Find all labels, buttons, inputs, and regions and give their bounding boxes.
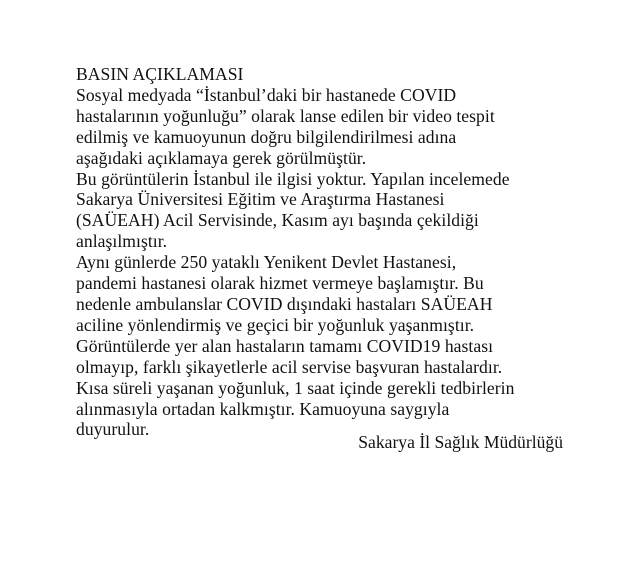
- text-line: Sosyal medyada “İstanbul’daki bir hastanede COVID: [76, 84, 457, 105]
- text-line: Kısa süreli yaşanan yoğunluk, 1 saat içinde gerekli tedbirlerin: [76, 377, 515, 398]
- text-line: hastalarının yoğunluğu” olarak lanse edilen bir video tespit: [76, 105, 495, 126]
- text-line: aşağıdaki açıklamaya gerek görülmüştür.: [76, 147, 367, 168]
- text-line: anlaşılmıştır.: [76, 231, 168, 252]
- text-line: Aynı günlerde 250 yataklı Yenikent Devlet Hastanesi,: [76, 252, 457, 273]
- text-line: nedenle ambulanslar COVID dışındaki hastaları SAÜEAH: [76, 293, 493, 314]
- text-line: alınmasıyla ortadan kalkmıştır. Kamuoyuna saygıyla: [76, 398, 450, 419]
- press-release-body: [76, 64, 596, 440]
- text-line: olmayıp, farklı şikayetlerle acil servise başvuran hastalardır.: [76, 356, 503, 377]
- text-line: Bu görüntülerin İstanbul ile ilgisi yoktur. Yapılan incelemede: [76, 168, 510, 189]
- text-line: Sakarya Üniversitesi Eğitim ve Araştırma Hastanesi: [76, 189, 445, 210]
- signature-authority: Sakarya İl Sağlık Müdürlüğü: [358, 432, 563, 452]
- text-line: duyurulur.: [76, 419, 150, 440]
- text-line: (SAÜEAH) Acil Servisinde, Kasım ayı başında çekildiği: [76, 210, 479, 231]
- text-line: aciline yönlendirmiş ve geçici bir yoğunluk yaşanmıştır.: [76, 314, 475, 335]
- text-line: pandemi hastanesi olarak hizmet vermeye başlamıştır. Bu: [76, 273, 484, 294]
- text-line: Görüntülerde yer alan hastaların tamamı COVID19 hastası: [76, 335, 494, 356]
- text-line: edilmiş ve kamuoyunun doğru bilgilendirilmesi adına: [76, 126, 457, 147]
- document-title: BASIN AÇIKLAMASI: [76, 64, 244, 84]
